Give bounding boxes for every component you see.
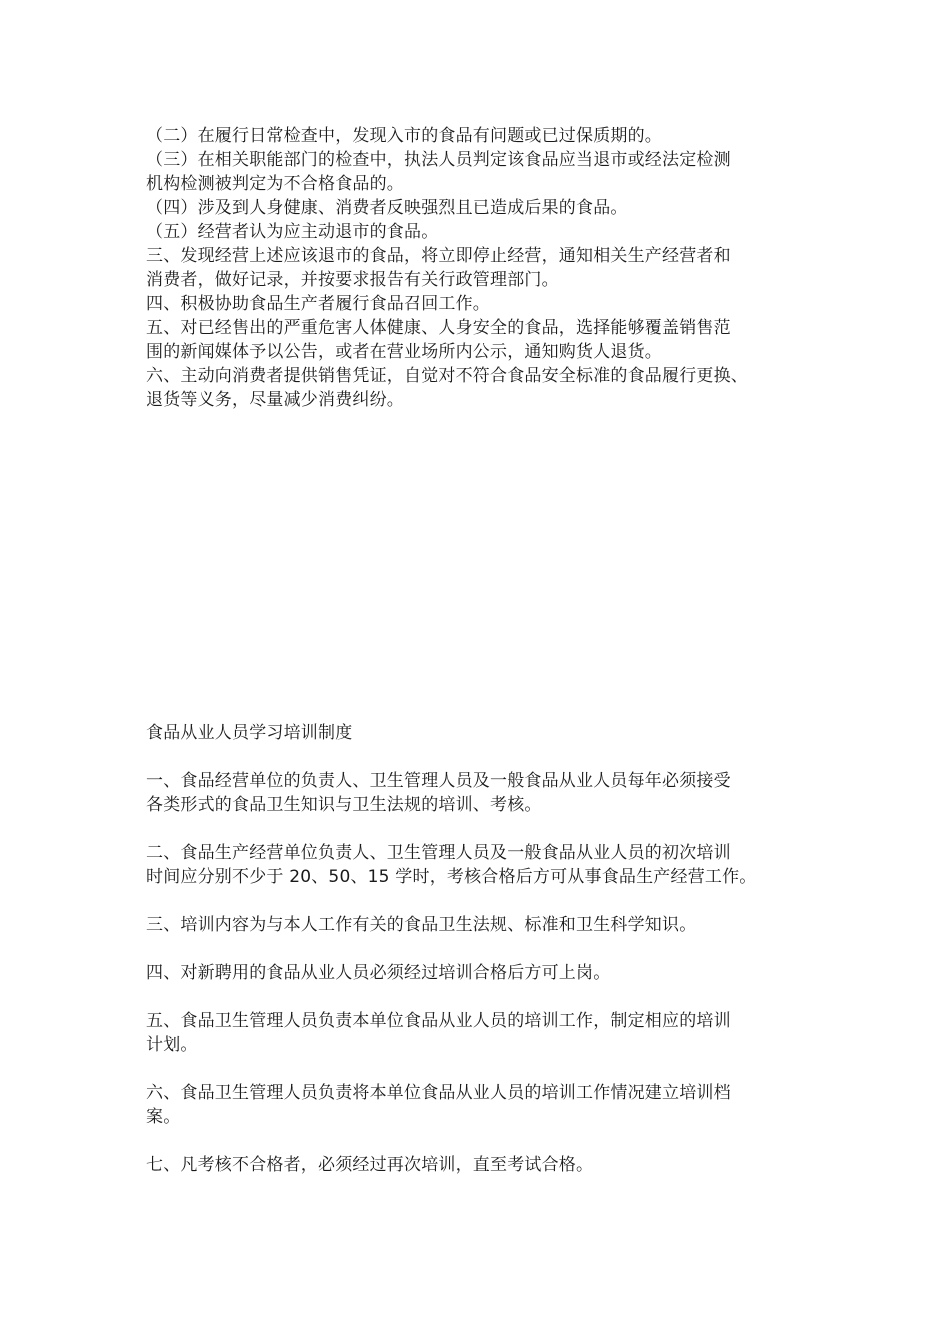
recall-provisions-section [146, 124, 818, 412]
text-line: 三、培训内容为与本人工作有关的食品卫生法规、标准和卫生科学知识。 [146, 915, 697, 935]
text-line: 消费者，做好记录，并按要求报告有关行政管理部门。 [146, 270, 559, 290]
text-line: 四、对新聘用的食品从业人员必须经过培训合格后方可上岗。 [146, 963, 611, 983]
text-line: 案。 [146, 1107, 181, 1127]
text-line: （五）经营者认为应主动退市的食品。 [146, 222, 439, 242]
text-line: 六、食品卫生管理人员负责将本单位食品从业人员的培训工作情况建立培训档 [146, 1083, 731, 1103]
text-line: 四、积极协助食品生产者履行食品召回工作。 [146, 294, 490, 314]
text-line: 一、食品经营单位的负责人、卫生管理人员及一般食品从业人员每年必须接受 [146, 771, 731, 791]
text-line: 六、主动向消费者提供销售凭证，自觉对不符合食品安全标准的食品履行更换、 [146, 366, 748, 386]
paragraph [146, 913, 818, 937]
text-line: 五、食品卫生管理人员负责本单位食品从业人员的培训工作，制定相应的培训 [146, 1011, 731, 1031]
text-line: 退货等义务，尽量减少消费纠纷。 [146, 390, 404, 410]
section-title: 食品从业人员学习培训制度 [146, 723, 353, 743]
text-line: （四）涉及到人身健康、消费者反映强烈且已造成后果的食品。 [146, 198, 628, 218]
paragraph [146, 1153, 818, 1177]
text-line: （二）在履行日常检查中，发现入市的食品有问题或已过保质期的。 [146, 126, 662, 146]
paragraph [146, 961, 818, 985]
text-line: 围的新闻媒体予以公告，或者在营业场所内公示，通知购货人退货。 [146, 342, 662, 362]
text-line: （三）在相关职能部门的检查中，执法人员判定该食品应当退市或经法定检测 [146, 150, 731, 170]
text-line: 机构检测被判定为不合格食品的。 [146, 174, 404, 194]
text-line: 二、食品生产经营单位负责人、卫生管理人员及一般食品从业人员的初次培训 [146, 843, 731, 863]
text-line: 七、凡考核不合格者，必须经过再次培训，直至考试合格。 [146, 1155, 594, 1175]
text-line: 计划。 [146, 1035, 198, 1055]
text-line: 各类形式的食品卫生知识与卫生法规的培训、考核。 [146, 795, 542, 815]
text-line: 时间应分别不少于 20、50、15 学时，考核合格后方可从事食品生产经营工作。 [146, 867, 757, 887]
text-line: 五、对已经售出的严重危害人体健康、人身安全的食品，选择能够覆盖销售范 [146, 318, 731, 338]
paragraph [146, 841, 818, 889]
text-line: 三、发现经营上述应该退市的食品，将立即停止经营，通知相关生产经营者和 [146, 246, 731, 266]
paragraph [146, 1081, 818, 1129]
training-system-section [146, 721, 818, 1201]
paragraph [146, 1009, 818, 1057]
paragraph [146, 769, 818, 817]
